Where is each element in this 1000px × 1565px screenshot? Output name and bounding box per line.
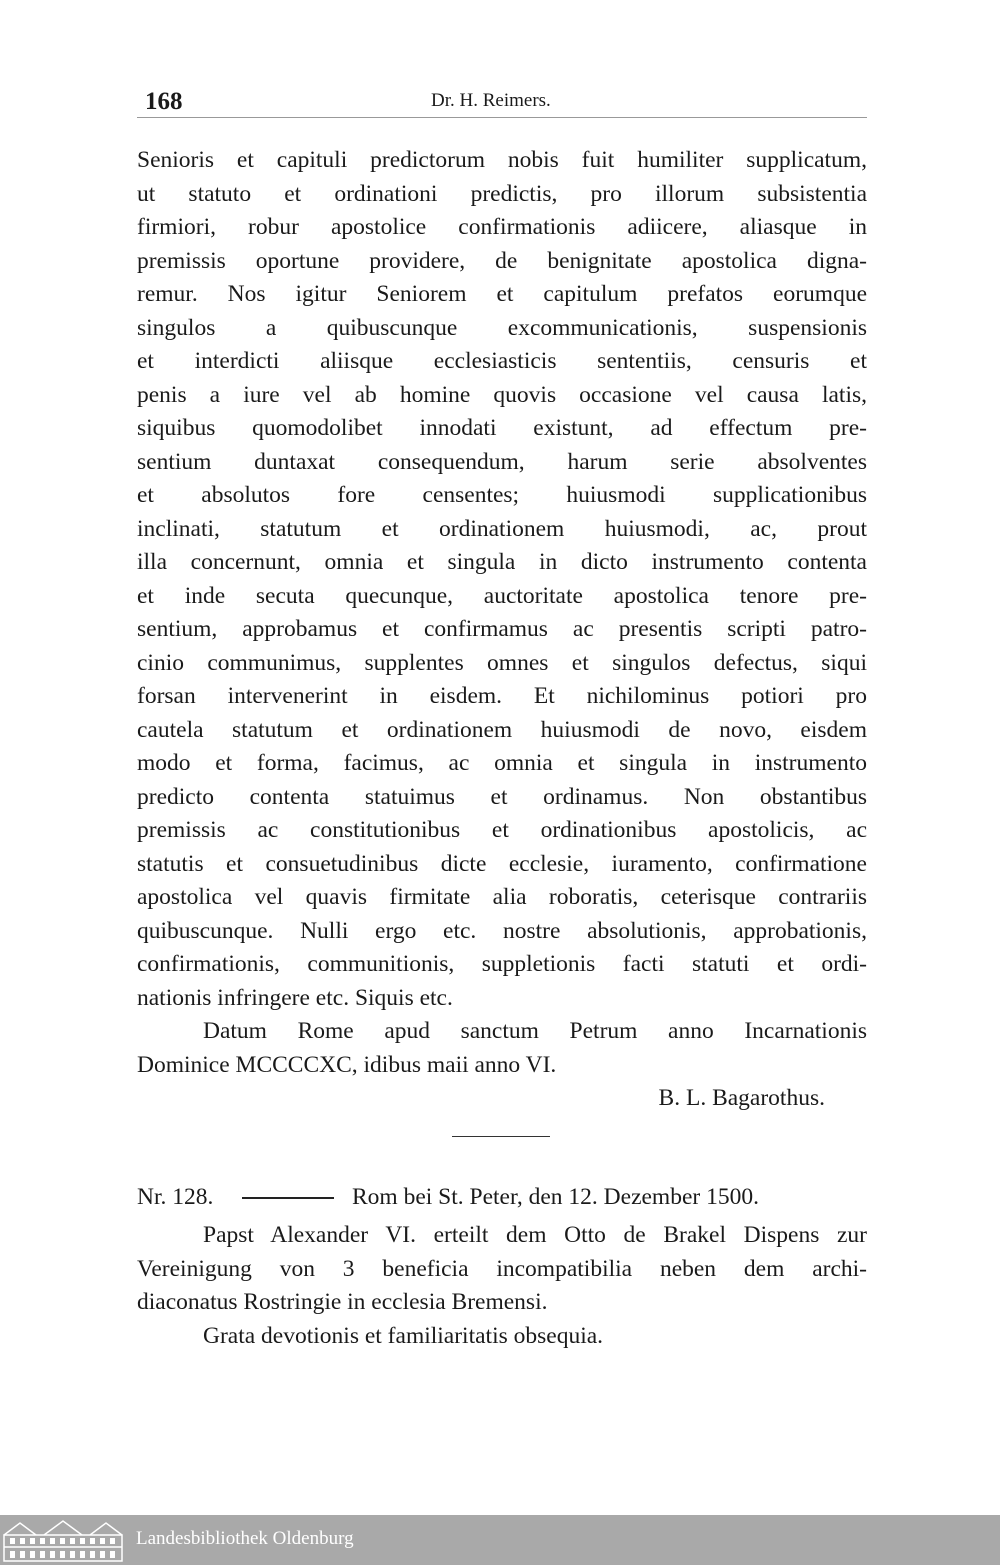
- text-line: remur. Nos igitur Seniorem et capitulum prefatos eorumque: [137, 281, 867, 307]
- document-number: Nr. 128.: [137, 1184, 214, 1210]
- text-line: confirmationis, communitionis, suppletionis facti statuti et ordi-: [137, 951, 867, 977]
- page-number: 168: [145, 88, 183, 115]
- summary-line: Papst Alexander VI. erteilt dem Otto de Brakel Dispens zur: [203, 1222, 867, 1248]
- signature: B. L. Bagarothus.: [658, 1085, 825, 1111]
- text-line: nationis infringere etc. Siquis etc.: [137, 984, 453, 1011]
- library-building-icon: [0, 1517, 126, 1563]
- datum-line: Datum Rome apud sanctum Petrum anno Incarnationis: [203, 1018, 867, 1044]
- text-line: apostolica vel quavis firmitate alia roboratis, ceterisque contrariis: [137, 884, 867, 910]
- text-line: modo et forma, facimus, ac omnia et singula in instrumento: [137, 750, 867, 776]
- text-line: forsan intervenerint in eisdem. Et nichilominus potiori pro: [137, 683, 867, 709]
- summary-line: diaconatus Rostringie in ecclesia Bremensi.: [137, 1289, 548, 1315]
- section-separator: [452, 1136, 550, 1137]
- summary-line: Vereinigung von 3 beneficia incompatibilia neben dem archi-: [137, 1255, 867, 1282]
- document-heading: [137, 1180, 867, 1214]
- datum-line: Dominice MCCCCXC, idibus maii anno VI.: [137, 1051, 557, 1078]
- text-line: quibuscunque. Nulli ergo etc. nostre absolutionis, approbationis,: [137, 917, 867, 944]
- text-line: premissis oportune providere, de benignitate apostolica digna-: [137, 247, 867, 274]
- body-text: [137, 144, 867, 1116]
- text-line: siquibus quomodolibet innodati existunt, ad effectum pre-: [137, 415, 867, 441]
- text-line: statutis et consuetudinibus dicte ecclesie, iuramento, confirmatione: [137, 850, 867, 877]
- text-line: penis a iure vel ab homine quovis occasione vel causa latis,: [137, 381, 867, 408]
- text-line: sentium, approbamus et confirmamus ac presentis scripti patro-: [137, 616, 867, 642]
- text-line: et interdicti aliisque ecclesiasticis sententiis, censuris et: [137, 348, 867, 374]
- running-head-author: Dr. H. Reimers.: [431, 90, 551, 111]
- text-line: sentium duntaxat consequendum, harum serie absolventes: [137, 448, 867, 475]
- library-name: Landesbibliothek Oldenburg: [136, 1528, 354, 1549]
- text-line: premissis ac constitutionibus et ordinationibus apostolicis, ac: [137, 817, 867, 843]
- header-rule: [137, 117, 867, 118]
- incipit: Grata devotionis et familiaritatis obsequia.: [203, 1322, 604, 1349]
- text-line: cautela statutum et ordinationem huiusmodi de novo, eisdem: [137, 716, 867, 743]
- place-date: Rom bei St. Peter, den 12. Dezember 1500.: [352, 1184, 759, 1210]
- text-line: et absolutos fore censentes; huiusmodi supplicationibus: [137, 482, 867, 508]
- text-line: ut statuto et ordinationi predictis, pro illorum subsistentia: [137, 180, 867, 207]
- text-line: cinio communimus, supplentes omnes et singulos defectus, siqui: [137, 649, 867, 676]
- text-line: Senioris et capituli predictorum nobis fuit humiliter supplicatum,: [137, 147, 867, 173]
- text-line: singulos a quibuscunque excommunicationis, suspensionis: [137, 314, 867, 341]
- text-line: et inde secuta quecunque, auctoritate apostolica tenore pre-: [137, 582, 867, 609]
- running-header: [137, 84, 867, 118]
- library-footer: [0, 1515, 1000, 1565]
- text-line: firmiori, robur apostolice confirmationis adiicere, aliasque in: [137, 214, 867, 240]
- text-line: predicto contenta statuimus et ordinamus. Non obstantibus: [137, 783, 867, 810]
- text-line: inclinati, statutum et ordinationem huiusmodi, ac, prout: [137, 515, 867, 542]
- document-summary: [137, 1219, 867, 1353]
- text-line: illa concernunt, omnia et singula in dicto instrumento contenta: [137, 549, 867, 575]
- heading-dash: [242, 1197, 334, 1199]
